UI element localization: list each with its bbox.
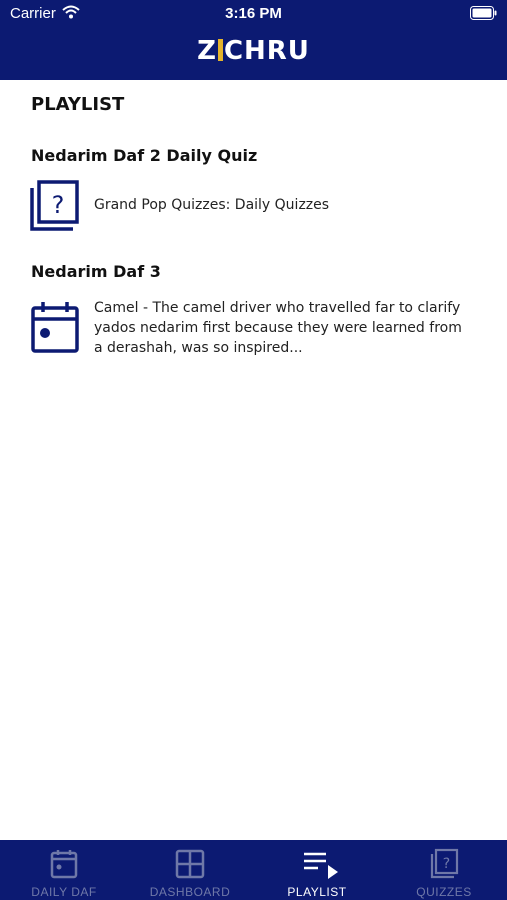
logo-text-right: CHRU xyxy=(223,36,310,66)
calendar-icon[interactable] xyxy=(29,299,81,359)
calendar-icon xyxy=(49,848,79,880)
playlist-item-title[interactable]: Nedarim Daf 3 xyxy=(31,262,161,281)
playlist-icon xyxy=(302,848,342,882)
tab-playlist[interactable] xyxy=(254,840,380,900)
tab-label: DASHBOARD xyxy=(149,885,231,899)
tab-bar xyxy=(0,840,507,900)
logo-text-left: Z xyxy=(197,36,217,66)
svg-text:?: ? xyxy=(51,191,65,219)
quiz-icon xyxy=(429,848,459,880)
tab-label: PLAYLIST xyxy=(287,885,347,899)
grid-icon xyxy=(175,848,205,880)
page-title: PLAYLIST xyxy=(31,94,125,115)
tab-label: QUIZZES xyxy=(416,885,472,899)
tab-label: DAILY DAF xyxy=(31,885,97,899)
status-bar xyxy=(0,0,507,30)
tab-dashboard[interactable] xyxy=(127,840,253,900)
tab-daily-daf[interactable] xyxy=(1,840,127,900)
carrier-label: Carrier xyxy=(10,5,56,22)
playlist-item-description[interactable]: Grand Pop Quizzes: Daily Quizzes xyxy=(94,197,330,213)
quiz-icon[interactable] xyxy=(29,180,81,236)
playlist-content xyxy=(0,80,507,840)
status-time: 3:16 PM xyxy=(225,5,282,22)
playlist-item-title[interactable]: Nedarim Daf 2 Daily Quiz xyxy=(31,146,258,165)
svg-text:?: ? xyxy=(442,856,451,872)
tab-quizzes[interactable] xyxy=(381,840,507,900)
app-header xyxy=(0,0,507,80)
app-logo xyxy=(0,36,507,66)
playlist-item-description[interactable]: Camel - The camel driver who travelled far to clarify yados nedarim first because they were learned from a derashah, was so inspired... xyxy=(94,300,462,356)
battery-icon xyxy=(470,6,497,24)
logo-accent-bar xyxy=(218,39,223,61)
